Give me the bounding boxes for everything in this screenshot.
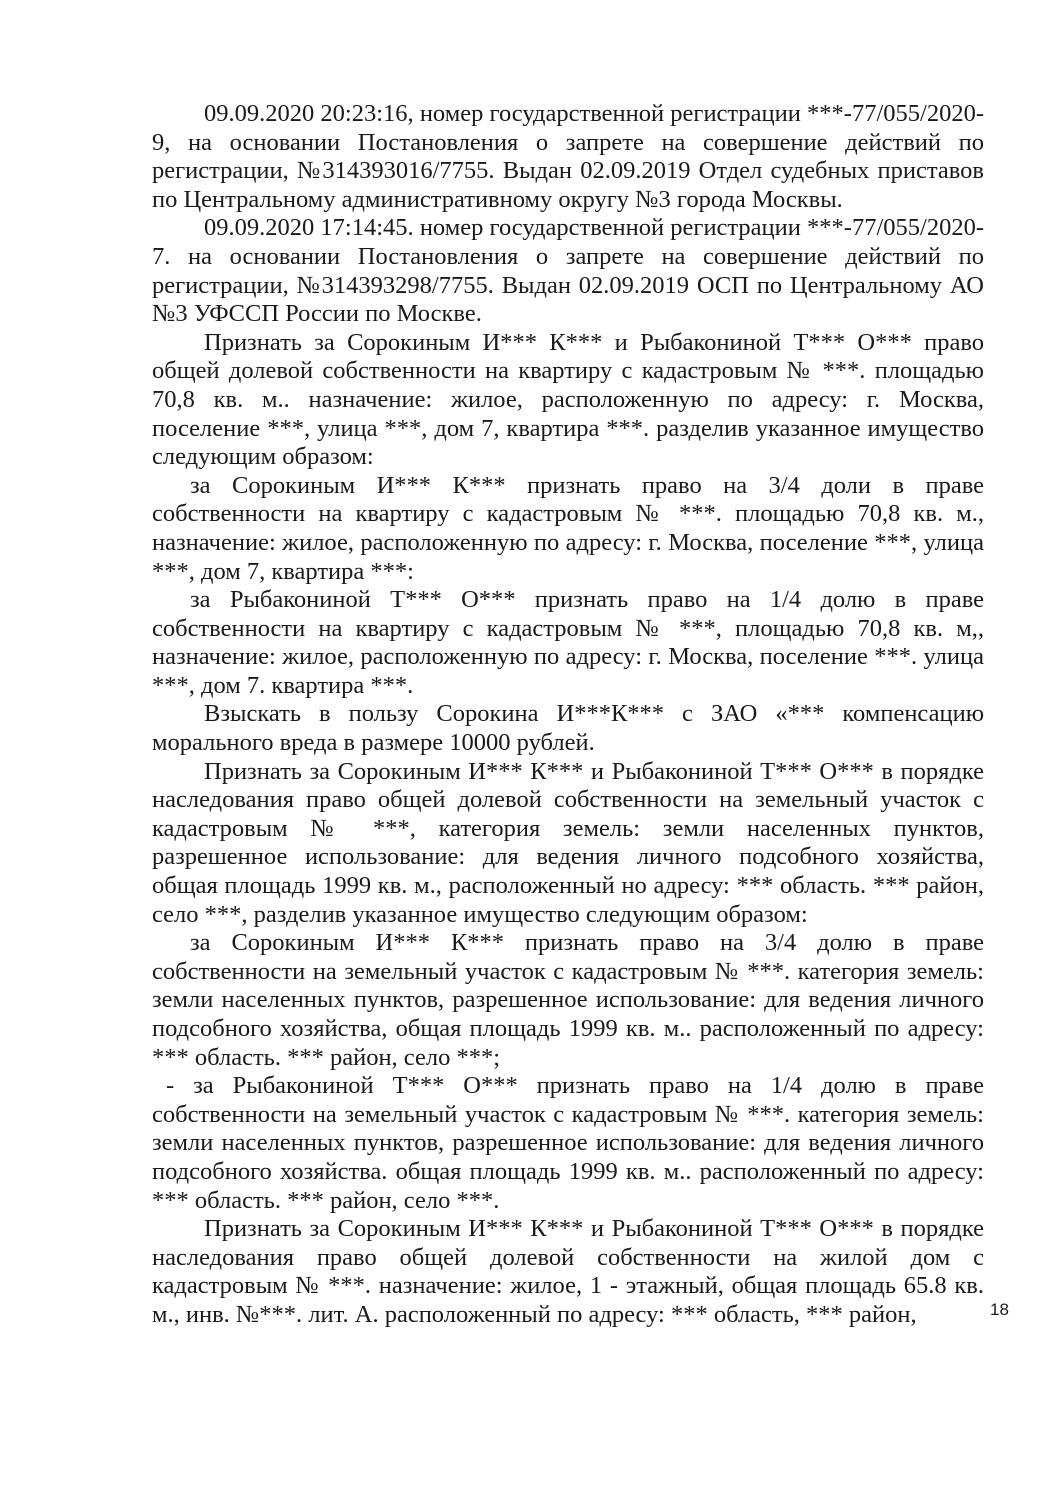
page-number: 18 (990, 1300, 1009, 1319)
paragraph-recognize-land: Признать за Сорокиным И*** К*** и Рыбакониной Т*** О*** в порядке наследования право общей долевой собственности на земельный участок с кадастровым № ***, категория земель: земли населенных пунктов, разрешенное использование: для ведения личного подсобного хозяйства, общая площадь 1999 кв. м., расположенный но адресу: *** область. *** район, село ***, разделив указанное имущество следующим образом: (152, 757, 984, 928)
document-body (152, 100, 984, 1330)
paragraph-recognize-house: Признать за Сорокиным И*** К*** и Рыбакониной Т*** О*** в порядке наследования право общей долевой собственности на жилой дом с кадастровым № ***. назначение: жилое, 1 - этажный, общая площадь 65.8 кв. м., инв. №***. лит. А. расположенный по адресу: *** область, *** район, (152, 1215, 984, 1328)
paragraph-registration-2: 09.09.2020 17:14:45. номер государственной регистрации ***-77/055/2020-7. на основании Постановления о запрете на совершение действий по регистрации, №314393298/7755. Выдан 02.09.2019 ОСП по Центральному АО №3 УФССП России по Москве. (152, 214, 984, 328)
paragraph-share-sorokin-land: за Сорокиным И*** К*** признать право на 3/4 долю в праве собственности на земельный участок с кадастровым № ***. категория земель: земли населенных пунктов, разрешенное использование: для ведения личного подсобного хозяйства, общая площадь 1999 кв. м.. расположенный по адресу: *** область. *** район, село ***; (152, 929, 984, 1071)
paragraph-registration-1: 09.09.2020 20:23:16, номер государственной регистрации ***-77/055/2020-9, на основании Постановления о запрете на совершение действий по регистрации, №314393016/7755. Выдан 02.09.2019 Отдел судебных приставов по Центральному административному округу №3 города Москвы. (152, 100, 984, 213)
paragraph-share-rybakonina-land: - за Рыбакониной Т*** О*** признать право на 1/4 долю в праве собственности на земельный участок с кадастровым № ***. категория земель: земли населенных пунктов, разрешенное использование: для ведения личного подсобного хозяйства. общая площадь 1999 кв. м.. расположенный по адресу: *** область. *** район, село ***. (152, 1072, 984, 1214)
paragraph-moral-damages: Взыскать в пользу Сорокина И***К*** с ЗАО «*** компенсацию морального вреда в размере 10000 рублей. (152, 700, 984, 757)
paragraph-recognize-apartment: Признать за Сорокиным И*** К*** и Рыбакониной Т*** О*** право общей долевой собственности на квартиру с кадастровым № ***. площадью 70,8 кв. м.. назначение: жилое, расположенную по адресу: г. Москва, поселение ***, улица ***, дом 7, квартира ***. разделив указанное имущество следующим образом: (152, 328, 984, 471)
paragraph-share-rybakonina-apartment: за Рыбакониной Т*** О*** признать право на 1/4 долю в праве собственности на квартиру с кадастровым № ***, площадью 70,8 кв. м,, назначение: жилое, расположенную по адресу: г. Москва, поселение ***. улица ***, дом 7. квартира ***. (152, 586, 984, 699)
paragraph-share-sorokin-apartment: за Сорокиным И*** К*** признать право на 3/4 доли в праве собственности на квартиру с кадастровым № ***. площадью 70,8 кв. м., назначение: жилое, расположенную по адресу: г. Москва, поселение ***, улица ***, дом 7, квартира ***: (152, 471, 984, 585)
